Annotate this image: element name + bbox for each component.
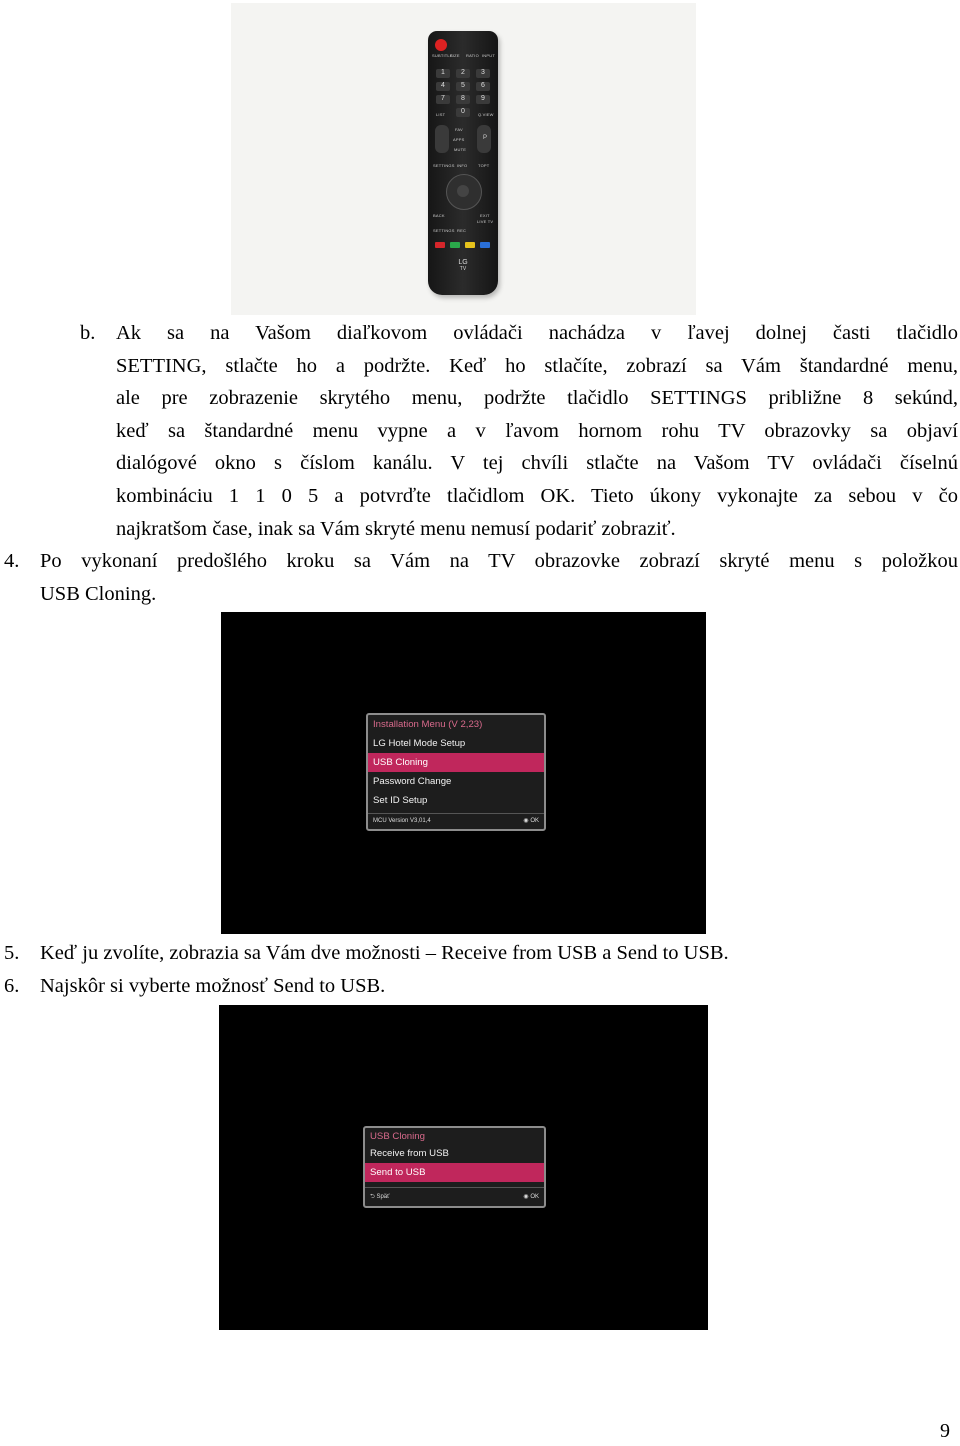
ok-hint: ◉ OK [523,818,539,824]
remote-label-fav: FAV [455,127,463,132]
power-button-icon [435,39,447,51]
menu-footer [365,1187,544,1206]
remote-label-live-tv: LIVE TV [477,219,494,224]
paragraph-line: kombináciu 1 1 0 5 a potvrďte tlačidlom OK. Tieto úkony vykonajte za sebou v čo [116,484,958,507]
remote-label-settings: SETTINGS [433,163,455,168]
tv-screenshot-installation-menu [221,612,706,934]
lg-logo [452,259,474,272]
usb-cloning-menu [363,1126,546,1208]
remote-label-topt: TOPT [478,163,490,168]
remote-label-rec: REC [457,228,467,233]
paragraph-line: najkratšom čase, inak sa Vám skryté menu nemusí podariť zobraziť. [116,517,676,540]
digit-key: 8 [456,95,470,104]
tv-screenshot-usb-cloning-menu [219,1005,708,1330]
paragraph-line: ale pre zobrazenie skrytého menu, podržte tlačidlo SETTINGS približne 8 sekúnd, [116,387,958,410]
menu-item-send-to-usb[interactable]: Send to USB [365,1163,544,1182]
menu-item-set-id[interactable]: Set ID Setup [373,795,428,806]
page-number: 9 [940,1420,950,1442]
list-marker-6: 6. [4,975,20,997]
remote-label-qview: Q.VIEW [478,112,494,117]
paragraph-line: dialógové okno s číslom kanálu. V tej chvíli stlačte na Vašom TV ovládači číselnú [116,452,958,475]
paragraph-item-6: Najskôr si vyberte možnosť Send to USB. [40,975,386,997]
mcu-version: MCU Version V3,01,4 [373,818,431,824]
remote-control-photo [231,3,696,315]
paragraph-item-5: Keď ju zvolíte, zobrazia sa Vám dve možnosti – Receive from USB a Send to USB. [40,942,729,964]
digit-key: 3 [476,69,490,78]
lg-model: TV [459,266,467,272]
digit-key: 6 [476,82,490,91]
menu-item-password-change[interactable]: Password Change [373,776,452,787]
list-marker-b: b. [80,322,96,344]
digit-key: 9 [476,95,490,104]
remote-label-list: LIST [436,112,446,117]
color-key-yellow [465,242,475,248]
paragraph-line: Po vykonaní predošlého kroku sa Vám na TV obrazovke zobrazí skryté menu s položkou [40,550,958,572]
remote-control [428,31,498,295]
lg-brand: LG [458,259,468,266]
volume-rocker [435,125,449,153]
remote-label-ratio: RATIO [466,53,479,58]
paragraph-line: keď sa štandardné menu vypne a v ľavom hornom rohu TV obrazovky sa objaví [116,419,958,442]
paragraph-line: SETTING, stlačte ho a podržte. Keď ho stlačíte, zobrazí sa Vám štandardné menu, [116,354,958,377]
digit-key: 7 [436,95,450,104]
digit-key: 5 [456,82,470,91]
color-key-blue [480,242,490,248]
installation-menu [366,713,546,831]
remote-label-apps: APPS [453,137,465,142]
remote-label-mute: MUTE [454,147,467,152]
remote-label-exit: EXIT [480,213,490,218]
menu-item-hotel-mode[interactable]: LG Hotel Mode Setup [373,738,466,749]
list-marker-4: 4. [4,550,20,572]
color-key-green [450,242,460,248]
digit-key: 4 [436,82,450,91]
remote-label-subtitle: SUBTITLE [432,53,453,58]
menu-footer [368,813,544,829]
remote-label-input: INPUT [482,53,495,58]
digit-key: 0 [456,108,470,117]
remote-label-p: P [483,135,488,141]
menu-title: Installation Menu (V 2,23) [373,719,483,730]
menu-item-usb-cloning[interactable]: USB Cloning [368,753,544,772]
menu-item-receive-from-usb[interactable]: Receive from USB [370,1148,449,1159]
paragraph-item-b [116,317,958,545]
digit-key: 1 [436,69,450,78]
remote-label-size: SIZE [450,53,460,58]
digit-key: 2 [456,69,470,78]
color-key-red [435,242,445,248]
remote-label-settings-2: SETTINGS [433,228,455,233]
ok-button [457,185,469,197]
list-marker-5: 5. [4,942,20,964]
paragraph-item-4 [40,545,958,610]
back-hint: ⮌ Späť [370,1194,390,1200]
menu-title: USB Cloning [370,1131,425,1142]
remote-label-back: BACK [433,213,445,218]
paragraph-line: USB Cloning. [40,582,157,605]
paragraph-line: Ak sa na Vašom diaľkovom ovládači nachádza v ľavej dolnej časti tlačidlo [116,322,958,344]
ok-hint: ◉ OK [523,1194,539,1200]
remote-label-info: INFO [457,163,468,168]
